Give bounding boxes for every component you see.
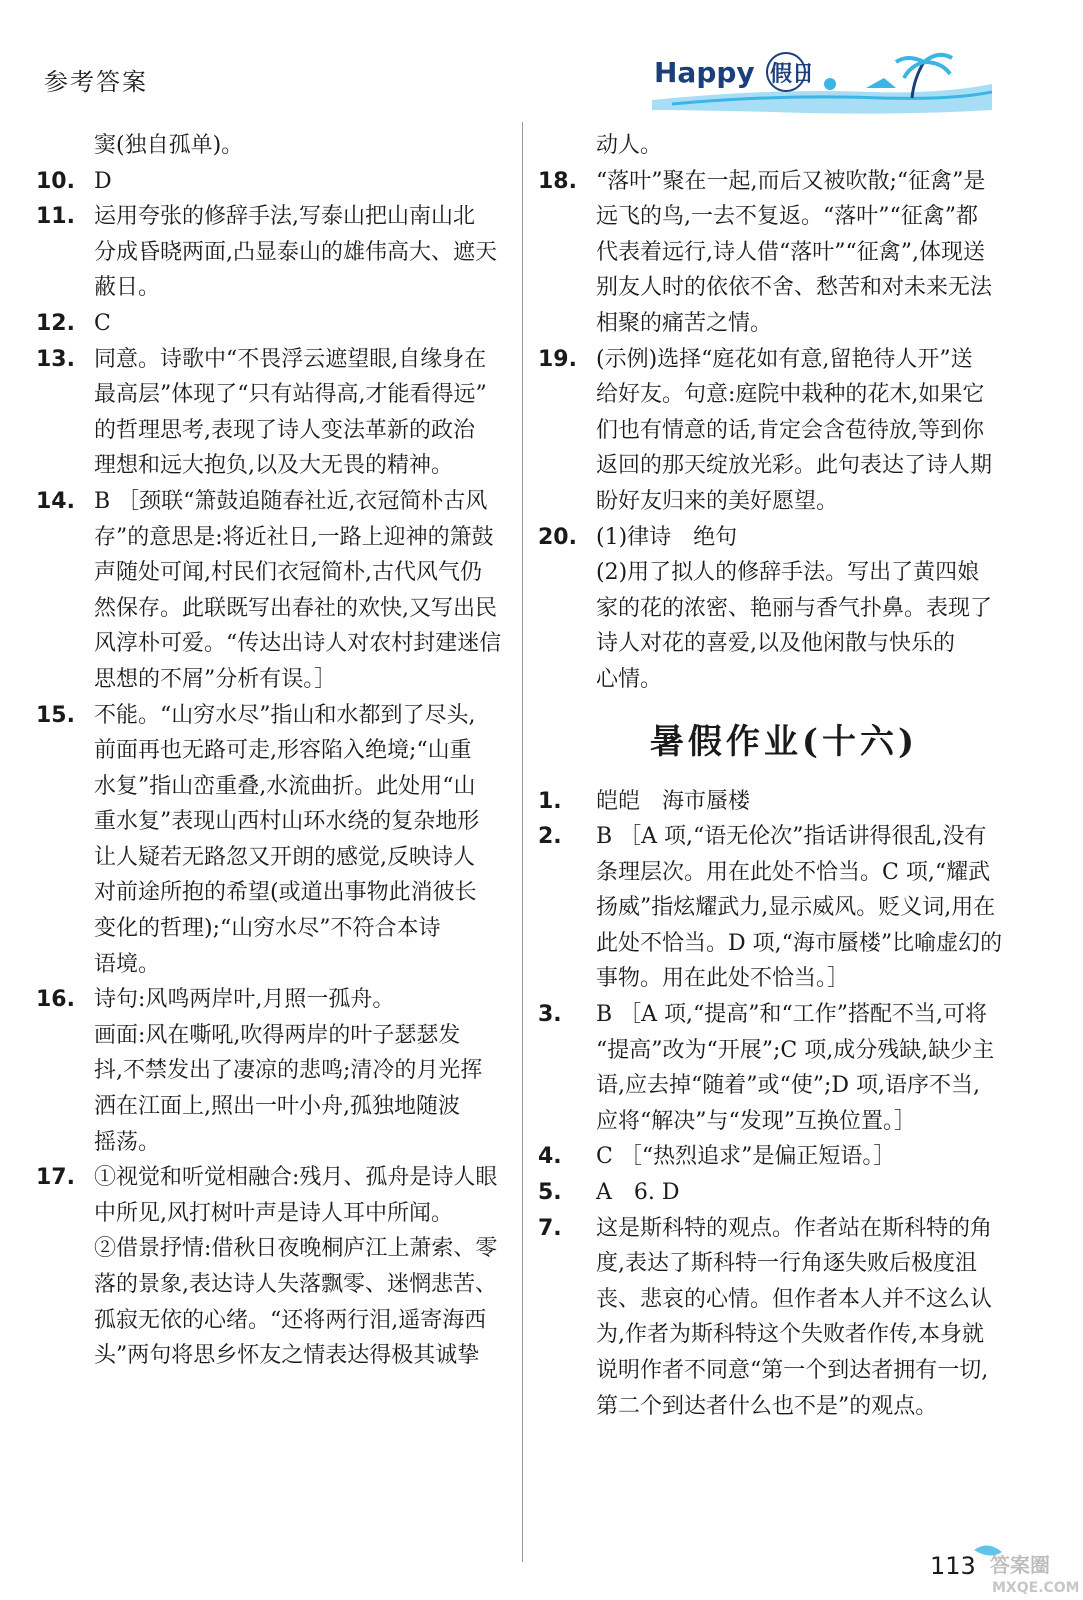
answer-item [538, 1139, 1030, 1175]
answer-line: 远飞的鸟,一去不复返。“落叶”“征禽”都 [596, 204, 978, 230]
answer-line: (示例)选择“庭花如有意,留艳待人开”送 [596, 346, 973, 372]
answer-line: ②借景抒情:借秋日夜晚桐庐江上萧索、零 [94, 1236, 498, 1262]
continued-text: 动人。 [596, 133, 663, 158]
answer-line: 运用夸张的修辞手法,写泰山把山南山北 [94, 204, 475, 230]
answer-line: 应将“解决”与“发现”互换位置。］ [596, 1108, 916, 1134]
answer-line: 中所见,风打树叶声是诗人耳中所闻。 [94, 1200, 453, 1226]
answer-number: 12. [36, 310, 75, 336]
answer-item [538, 520, 1030, 698]
running-header: 参考答案 [44, 68, 148, 96]
answer-line: 风淳朴可爱。“传达出诗人对农村封建迷信 [94, 631, 502, 657]
answer-line: 相聚的痛苦之情。 [596, 310, 773, 336]
answer-line: “落叶”聚在一起,而后又被吹散;“征禽”是 [596, 168, 986, 194]
answer-line: (1)律诗 绝句 [596, 524, 738, 550]
answer-line: 水复”指山峦重叠,水流曲折。此处用“山 [94, 773, 476, 799]
answer-number: 14. [36, 488, 75, 514]
answer-line: 们也有情意的话,肯定会含苞待放,等到你 [596, 417, 984, 443]
answer-line: 扬威”指炫耀武力,显示威风。贬义词,用在 [596, 895, 996, 921]
logo-graphic [652, 48, 992, 118]
section-title: 暑假作业(十六) [649, 721, 919, 762]
continued-text: 窦(独自孤单)。 [94, 133, 244, 158]
answer-number: 1. [538, 788, 562, 814]
answer-line: 诗句:风鸣两岸叶,月照一孤舟。 [94, 987, 395, 1013]
answer-line: 思想的不屑”分析有误。］ [94, 666, 337, 692]
answer-line: 语境。 [94, 951, 161, 977]
answer-line: A 6. D [596, 1180, 680, 1206]
answer-line: 丧、悲哀的心情。但作者本人并不这么认 [596, 1286, 993, 1312]
answer-item [538, 819, 1030, 997]
answer-item [36, 982, 508, 1160]
answer-line: 然保存。此联既写出春社的欢快,又写出民 [94, 595, 497, 621]
answer-line: 同意。诗歌中“不畏浮云遮望眼,自缘身在 [94, 346, 487, 372]
answer-line: 变化的哲理);“山穷水尽”不符合本诗 [94, 916, 441, 942]
column-divider [522, 122, 523, 1562]
answer-line: 别友人时的依依不舍、愁苦和对未来无法 [596, 275, 993, 301]
answer-line: 理想和远大抱负,以及大无畏的精神。 [94, 453, 453, 479]
answer-line: 声随处可闻,村民们衣冠简朴,古代风气仍 [94, 560, 482, 586]
answer-line: D [94, 168, 112, 194]
answer-line: 存”的意思是:将近社日,一路上迎神的箫鼓 [94, 524, 494, 550]
answer-sub-line: (2)用了拟人的修辞手法。写出了黄四娘 [596, 560, 980, 586]
answer-line: 返回的那天绽放光彩。此句表达了诗人期 [596, 453, 993, 479]
answer-number: 19. [538, 346, 577, 372]
answer-line: “提高”改为“开展”;C 项,成分残缺,缺少主 [596, 1037, 995, 1063]
answer-line: B ［A 项,“提高”和“工作”搭配不当,可将 [596, 1002, 988, 1028]
answer-item [36, 698, 508, 983]
answer-line: 皑皑 海市蜃楼 [596, 788, 751, 814]
answer-line: B ［颈联“箫鼓追随春社近,衣冠简朴古风 [94, 488, 488, 514]
answer-item [538, 997, 1030, 1139]
answer-line: 重水复”表现山西村山环水绕的复杂地形 [94, 809, 480, 835]
answer-number: 10. [36, 168, 75, 194]
watermark-text: 答案圈 [990, 1553, 1050, 1577]
watermark-url: MXQE.COM [992, 1580, 1078, 1596]
answer-sub-line: 家的花的浓密、艳丽与香气扑鼻。表现了 [596, 595, 993, 621]
answer-line: C [94, 310, 111, 336]
answer-number: 7. [538, 1215, 562, 1241]
answer-line: 不能。“山穷水尽”指山和水都到了尽头, [94, 702, 476, 728]
answer-number: 5. [538, 1180, 562, 1206]
left-column [36, 128, 508, 1374]
answer-line: C ［“热烈追求”是偏正短语。］ [596, 1144, 896, 1170]
answer-line: 条理层次。用在此处不恰当。C 项,“耀武 [596, 859, 991, 885]
answer-sub-line: 洒在江面上,照出一叶小舟,孤独地随波 [94, 1094, 460, 1120]
answer-item [36, 164, 508, 200]
answer-line: 为,作者为斯科特这个失败者作传,本身就 [596, 1322, 984, 1348]
answer-number: 2. [538, 824, 562, 850]
answer-item [538, 164, 1030, 342]
answer-line: 落的景象,表达诗人失落飘零、迷惘悲苦、 [94, 1272, 497, 1297]
answer-number: 18. [538, 168, 577, 194]
sail-icon [866, 78, 896, 88]
logo-ball-icon [824, 78, 836, 90]
answer-line: 此处不恰当。D 项,“海市蜃楼”比喻虚幻的 [596, 930, 1003, 956]
answer-line: 事物。用在此处不恰当。］ [596, 966, 850, 992]
answer-line: 分成昏晓两面,凸显泰山的雄伟高大、遮天 [94, 239, 497, 265]
answer-line: 第二个到达者什么也不是”的观点。 [596, 1393, 938, 1419]
answer-sub-line: 心情。 [596, 666, 663, 692]
answer-sub-line: 抖,不禁发出了凄凉的悲鸣;清冷的月光挥 [94, 1058, 483, 1084]
answer-line: 对前途所抱的希望(或道出事物此消彼长 [94, 880, 477, 906]
watermark-graphic [968, 1540, 1078, 1596]
answer-sub-line: 摇荡。 [94, 1129, 161, 1155]
answer-line: 让人疑若无路忽又开朗的感觉,反映诗人 [94, 844, 475, 870]
answer-item [538, 1211, 1030, 1425]
answer-line: 的哲理思考,表现了诗人变法革新的政治 [94, 417, 475, 443]
watermark-logo [968, 1540, 1078, 1596]
answer-line: 最高层”体现了“只有站得高,才能看得远” [94, 382, 487, 408]
answer-number: 4. [538, 1144, 562, 1170]
answer-line: 这是斯科特的观点。作者站在斯科特的角 [596, 1215, 993, 1241]
answer-item [36, 306, 508, 342]
answer-number: 15. [36, 702, 75, 728]
answer-line: 盼好友归来的美好愿望。 [596, 488, 839, 514]
answer-item [36, 199, 508, 306]
answer-sub-line: 画面:风在嘶吼,吹得两岸的叶子瑟瑟发 [94, 1022, 461, 1048]
answer-number: 3. [538, 1002, 562, 1028]
answer-line: 说明作者不同意“第一个到达者拥有一切, [596, 1358, 989, 1383]
answer-line: 给好友。句意:庭院中栽种的花木,如果它 [596, 382, 985, 408]
answer-line: B ［A 项,“语无伦次”指话讲得很乱,没有 [596, 824, 987, 850]
answer-item [36, 484, 508, 698]
logo-jiari-text: 假日 [770, 62, 815, 87]
answer-number: 17. [36, 1165, 75, 1191]
answer-number: 13. [36, 346, 75, 372]
answer-line: 头”两句将思乡怀友之情表达得极其诚挚 [94, 1343, 480, 1369]
logo-happy-text: Happy [654, 56, 755, 89]
answer-number: 11. [36, 204, 75, 230]
answer-sub-line: 诗人对花的喜爱,以及他闲散与快乐的 [596, 631, 955, 657]
answer-line: ①视觉和听觉相融合:残月、孤舟是诗人眼 [94, 1165, 498, 1191]
answer-item [36, 342, 508, 484]
happy-holiday-logo [652, 48, 992, 118]
answer-item [538, 342, 1030, 520]
right-column [538, 128, 1030, 1424]
palm-leaves-icon [896, 55, 952, 78]
page-number: 113 [930, 1552, 976, 1580]
answer-line: 前面再也无路可走,形容陷入绝境;“山重 [94, 738, 472, 764]
answer-line: 代表着远行,诗人借“落叶”“征禽”,体现送 [596, 239, 985, 265]
answer-line: 度,表达了斯科特一行角逐失败后极度沮 [596, 1251, 977, 1277]
answer-item [538, 784, 1030, 820]
answer-line: 蔽日。 [94, 275, 161, 301]
answer-item [538, 1175, 1030, 1211]
answer-line: 孤寂无依的心绪。“还将两行泪,遥寄海西 [94, 1307, 487, 1333]
answer-line: 语,应去掉“随着”或“使”;D 项,语序不当, [596, 1073, 981, 1099]
answer-number: 20. [538, 524, 577, 550]
answer-item [36, 1160, 508, 1374]
answer-number: 16. [36, 987, 75, 1013]
